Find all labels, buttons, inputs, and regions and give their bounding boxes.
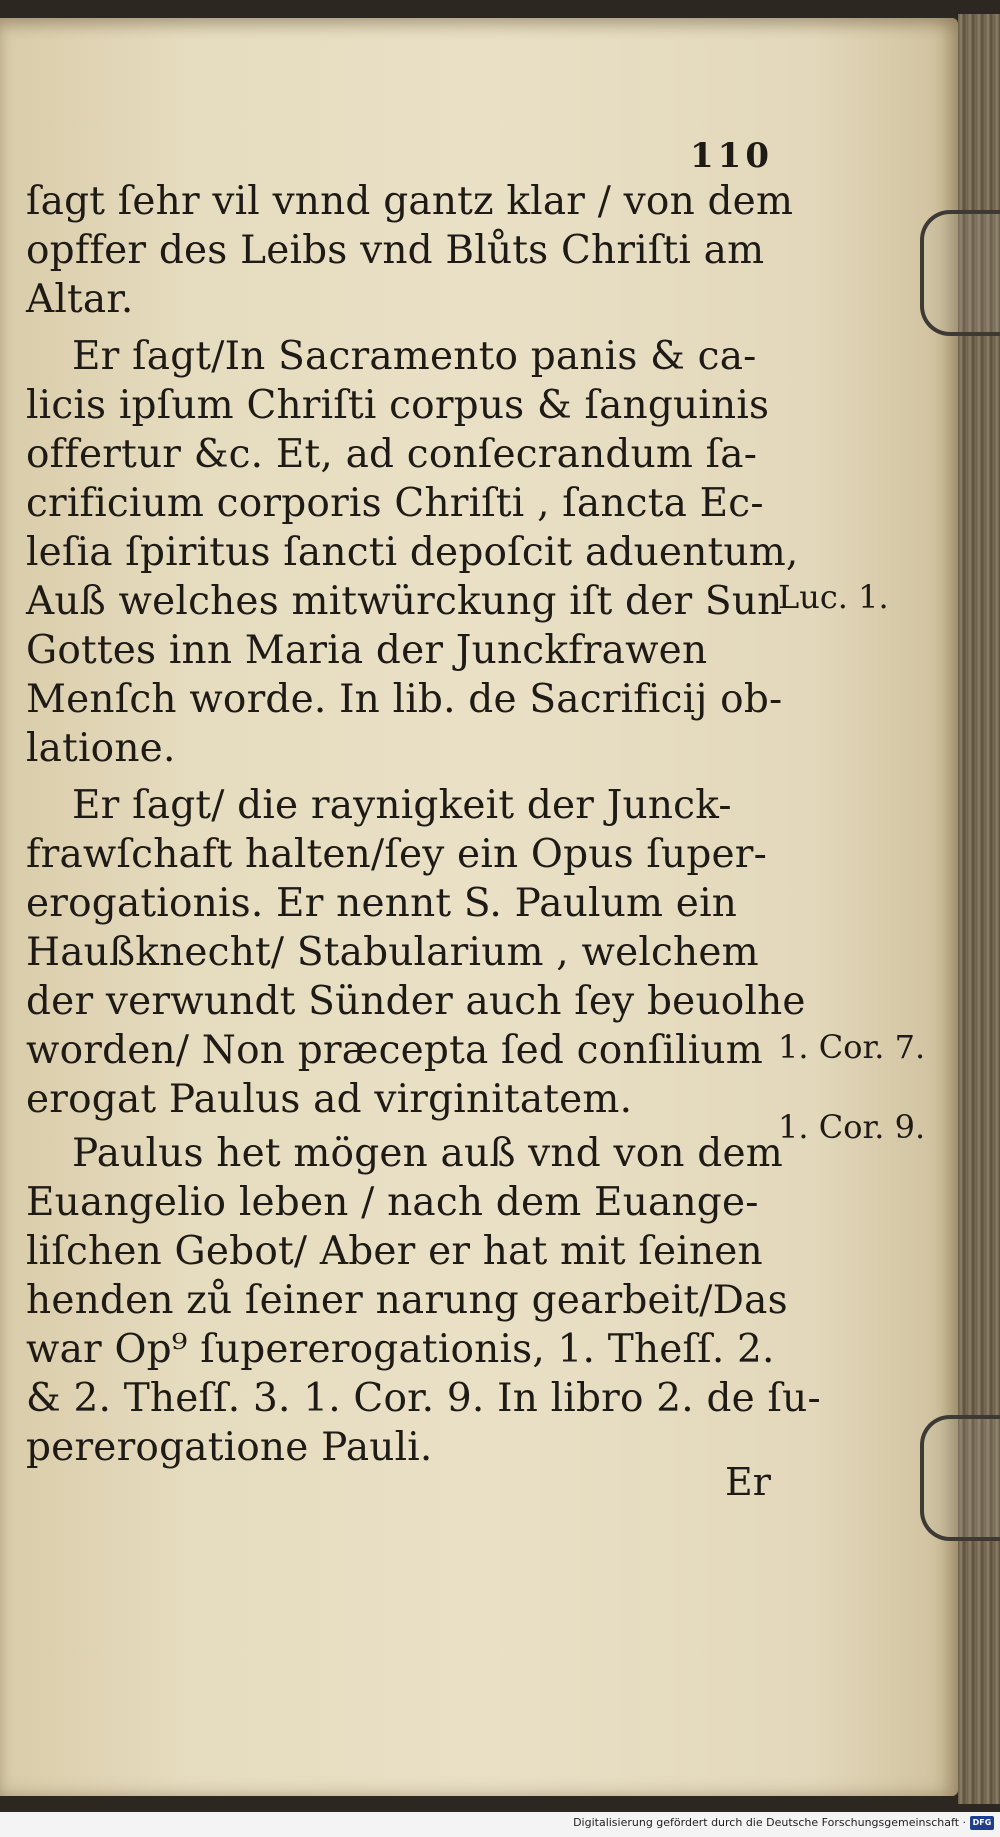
text-line: erogat Paulus ad virginitatem. [26,1077,633,1122]
text-line: Altar. [26,277,134,322]
text-line: latione. [26,726,176,771]
text-line: frawſchaft halten/ſey ein Opus ſuper- [26,832,768,877]
book-clasp-bottom [920,1415,1000,1541]
text-line: Auß welches mitwürckung iſt der Sun [26,579,783,624]
text-line: henden zů ſeiner narung gearbeit/Das [26,1278,788,1323]
text-line: crificium corporis Chriſti , ſancta Ec- [26,481,764,526]
text-line: Paulus het mögen auß vnd von dem [72,1131,783,1176]
text-line: liſchen Gebot/ Aber er hat mit ſeinen [26,1229,763,1274]
text-line: Er ſagt/In Sacramento panis & ca- [72,334,757,379]
text-line: opffer des Leibs vnd Blůts Chriſti am [26,228,765,273]
text-line: ſagt ſehr vil vnnd gantz klar / von dem [26,179,794,224]
margin-note: Luc. 1. [778,578,889,616]
text-line: war Op⁹ ſupererogationis, 1. Theſſ. 2. [26,1327,775,1372]
text-line: Menſch worde. In lib. de Sacrificij ob- [26,677,783,722]
book-clasp-top [920,210,1000,336]
margin-note: 1. Cor. 9. [778,1108,926,1146]
text-line: Er ſagt/ die raynigkeit der Junck- [72,783,732,828]
text-line: erogationis. Er nennt S. Paulum ein [26,881,738,926]
text-line: offertur &c. Et, ad conſecrandum ſa- [26,432,758,477]
text-line: der verwundt Sünder auch ſey beuolhe [26,979,806,1024]
page-number: 110 [690,136,773,176]
text-line: pererogatione Pauli. [26,1425,433,1470]
catchword: Er [725,1460,771,1504]
footer-bar [0,1812,1000,1837]
dfg-logo-icon: DFG [970,1816,994,1830]
text-line: & 2. Theſſ. 3. 1. Cor. 9. In libro 2. de ſu- [26,1376,821,1421]
text-line: licis ipſum Chriſti corpus & ſanguinis [26,383,770,428]
text-line: worden/ Non præcepta ſed conſilium [26,1028,763,1073]
book-page [0,18,958,1796]
text-line: Gottes inn Maria der Junckfrawen [26,628,708,673]
footer-credit: Digitalisierung gefördert durch die Deutsche Forschungsgemeinschaft · [573,1816,966,1829]
text-line: Euangelio leben / nach dem Euange- [26,1180,759,1225]
text-line: leſia ſpiritus ſancti depoſcit aduentum, [26,530,799,575]
text-line: Haußknecht/ Stabularium , welchem [26,930,759,975]
margin-note: 1. Cor. 7. [778,1028,926,1066]
